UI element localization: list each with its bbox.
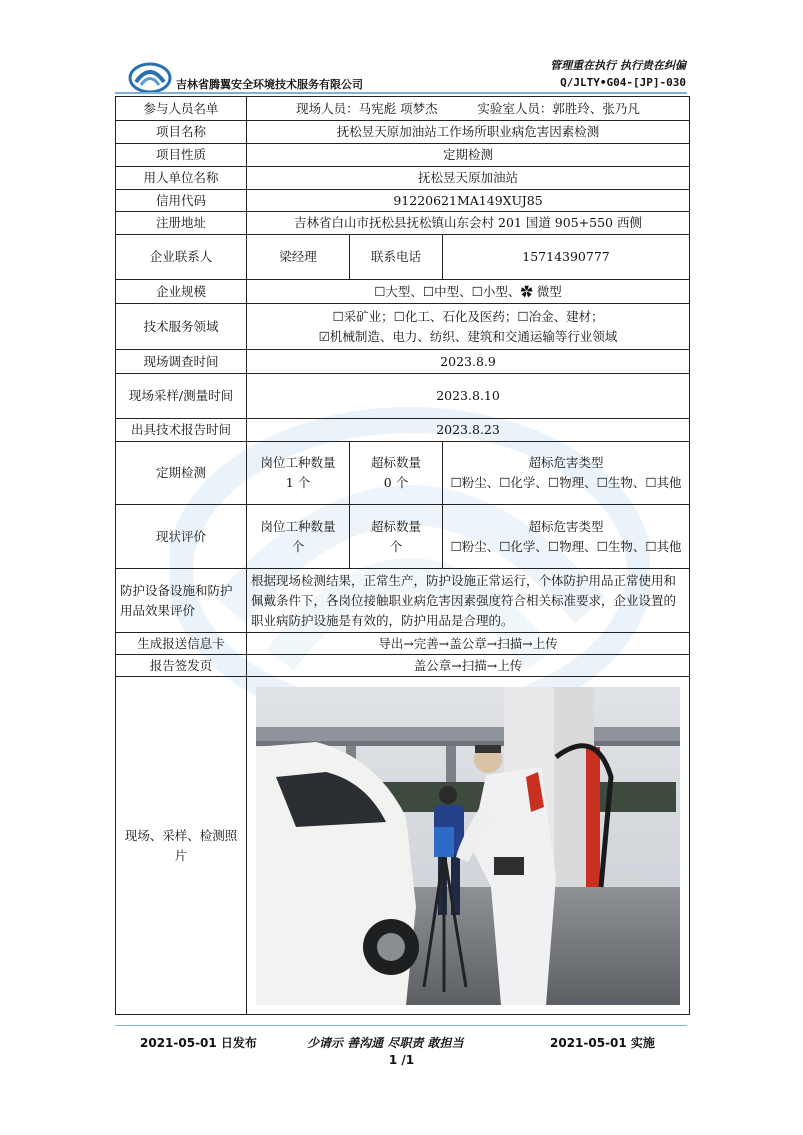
photo-cell <box>247 677 690 1015</box>
footer-slogan: 少请示 善沟通 尽职责 敢担当 <box>307 1036 464 1050</box>
footer-issue-date: 2021-05-01 日发布 <box>140 1036 257 1050</box>
label-survey-time: 现场调查时间 <box>116 350 247 374</box>
row-project-name <box>116 121 690 144</box>
page-number: 1 /1 <box>388 1053 415 1067</box>
label-service-field: 技术服务领域 <box>116 304 247 350</box>
service-field-line-2: ☑机械制造、电力、纺织、建筑和交通运输等行业领域 <box>318 328 618 344</box>
row-employer <box>116 167 690 190</box>
value-phone: 15714390777 <box>443 235 690 280</box>
value-periodic-exceed: 超标数量 0 个 <box>350 442 443 505</box>
document-code: Q/JLTY•G04-[JP]-030 <box>560 76 686 89</box>
label-status: 现状评价 <box>116 505 247 569</box>
label-project-nature: 项目性质 <box>116 144 247 167</box>
value-periodic-positions: 岗位工种数量 1 个 <box>247 442 350 505</box>
header-motto: 管理重在执行 执行贵在纠偏 <box>550 59 686 72</box>
row-report-time <box>116 419 690 442</box>
value-status-exceed: 超标数量 个 <box>350 505 443 569</box>
value-report-sign: 盖公章→扫描→上传 <box>247 655 690 677</box>
page-header <box>0 0 803 100</box>
value-info-card: 导出→完善→盖公章→扫描→上传 <box>247 633 690 655</box>
value-address: 吉林省白山市抚松县抚松镇山东会村 201 国道 905+550 西侧 <box>247 212 690 235</box>
value-employer: 抚松昱天原加油站 <box>247 167 690 190</box>
row-contact <box>116 235 690 280</box>
project-info-table <box>115 96 690 1015</box>
label-employer: 用人单位名称 <box>116 167 247 190</box>
value-survey-time: 2023.8.9 <box>247 350 690 374</box>
row-info-card <box>116 633 690 655</box>
value-contact-name: 梁经理 <box>247 235 350 280</box>
label-address: 注册地址 <box>116 212 247 235</box>
value-credit-code: 91220621MA149XUJ85 <box>247 190 690 212</box>
row-protection <box>116 569 690 633</box>
row-survey-time <box>116 350 690 374</box>
label-photo: 现场、采样、检测照片 <box>116 677 247 1015</box>
row-credit-code <box>116 190 690 212</box>
label-scale: 企业规模 <box>116 280 247 304</box>
row-scale <box>116 280 690 304</box>
label-phone: 联系电话 <box>350 235 443 280</box>
label-periodic: 定期检测 <box>116 442 247 505</box>
row-participants <box>116 97 690 121</box>
header-divider <box>115 92 687 94</box>
label-participants: 参与人员名单 <box>116 97 247 121</box>
company-name: 吉林省腾翼安全环境技术服务有限公司 <box>176 78 363 91</box>
value-status-positions: 岗位工种数量 个 <box>247 505 350 569</box>
value-status-hazard: 超标危害类型 ☐粉尘、☐化学、☐物理、☐生物、☐其他 <box>443 505 690 569</box>
value-service-field <box>247 304 690 350</box>
label-report-sign: 报告签发页 <box>116 655 247 677</box>
service-field-line-1: ☐采矿业；☐化工、石化及医药；☐冶金、建材； <box>332 308 604 324</box>
label-project-name: 项目名称 <box>116 121 247 144</box>
footer-divider <box>115 1025 687 1026</box>
row-sampling-time <box>116 374 690 419</box>
site-sampling-photo <box>256 687 680 1005</box>
row-address <box>116 212 690 235</box>
value-participants: 现场人员：马宪彪 项梦杰 实验室人员：郭胜玲、张乃凡 <box>247 97 690 121</box>
label-protection: 防护设备设施和防护用品效果评价 <box>116 569 247 633</box>
label-sampling-time: 现场采样/测量时间 <box>116 374 247 419</box>
label-contact: 企业联系人 <box>116 235 247 280</box>
row-status <box>116 505 690 569</box>
value-protection: 根据现场检测结果，正常生产，防护设施正常运行，个体防护用品正常使用和佩戴条件下，各岗位接触职业病危害因素强度符合相关标准要求，企业设置的职业病防护设施是有效的，防护用品是合理的。 <box>247 569 690 633</box>
company-logo-icon <box>128 58 172 94</box>
footer-effective-date: 2021-05-01 实施 <box>550 1036 655 1050</box>
row-report-sign <box>116 655 690 677</box>
row-service-field <box>116 304 690 350</box>
row-photo <box>116 677 690 1015</box>
label-info-card: 生成报送信息卡 <box>116 633 247 655</box>
value-sampling-time: 2023.8.10 <box>247 374 690 419</box>
value-periodic-hazard: 超标危害类型 ☐粉尘、☐化学、☐物理、☐生物、☐其他 <box>443 442 690 505</box>
label-report-time: 出具技术报告时间 <box>116 419 247 442</box>
label-credit-code: 信用代码 <box>116 190 247 212</box>
row-periodic <box>116 442 690 505</box>
row-project-nature <box>116 144 690 167</box>
value-scale: ☐大型、☐中型、☐小型、✿ 微型 <box>247 280 690 304</box>
value-report-time: 2023.8.23 <box>247 419 690 442</box>
value-project-nature: 定期检测 <box>247 144 690 167</box>
value-project-name: 抚松昱天原加油站工作场所职业病危害因素检测 <box>247 121 690 144</box>
